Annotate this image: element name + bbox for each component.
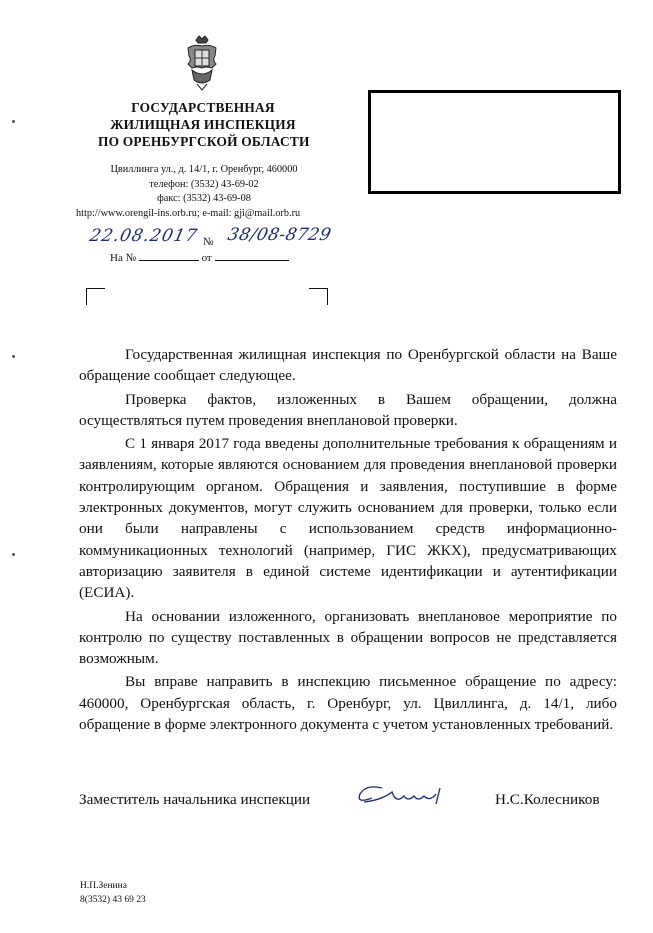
- letter-body: [79, 344, 617, 737]
- body-paragraph: Проверка фактов, изложенных в Вашем обращении, должна осуществляться путем проведения внеплановой проверки.: [79, 390, 617, 429]
- reference-date-blank: [215, 250, 289, 261]
- coat-of-arms-icon: [182, 34, 222, 92]
- body-paragraph: На основании изложенного, организовать внеплановое мероприятие по контролю по существу поставленных в обращении вопросов не представляется возможным.: [79, 607, 617, 668]
- address-corner-right: [309, 288, 328, 305]
- redacted-recipient-box: [368, 90, 621, 194]
- number-mark: №: [203, 236, 214, 248]
- address-corner-left: [86, 288, 105, 305]
- reference-number-blank: [139, 250, 199, 261]
- org-name-line3: ПО ОРЕНБУРГСКОЙ ОБЛАСТИ: [98, 134, 310, 149]
- organization-contacts: [76, 163, 328, 221]
- body-paragraph: Вы вправе направить в инспекцию письменное обращение по адресу: 460000, Оренбургская область, г. Оренбург, ул. Цвиллинга, д. 14/1, либо обращение в форме электронного документа с учетом установленных требований.: [79, 673, 617, 734]
- body-paragraph: С 1 января 2017 года введены дополнительные требования к обращениям и заявлениям, которые являются основанием для проведения внеплановой проверки контролирующим органом. Обращения и заявления, поступившие в форме электронных документов, могут служить основанием для проверки, только если они были направлены с использованием средств информационно-коммуникационных технологий (например, ГИС ЖКХ), предусматривающих авторизацию заявителя в единой системе идентификации и аутентификации (ЕСИА).: [79, 435, 617, 602]
- scan-artifact: [12, 120, 15, 123]
- org-phone: телефон: (3532) 43-69-02: [149, 178, 259, 190]
- signatory-title: Заместитель начальника инспекции: [79, 791, 311, 808]
- scan-artifact: [12, 553, 15, 556]
- executor-info: [80, 879, 146, 907]
- handwritten-signature: [352, 778, 462, 814]
- reference-from: от: [201, 252, 212, 264]
- org-web-email: http://www.orengil-ins.orb.ru; e-mail: gji@mail.orb.ru: [76, 207, 301, 219]
- org-name-line1: ГОСУДАРСТВЕННАЯ: [131, 100, 275, 115]
- executor-phone: 8(3532) 43 69 23: [80, 895, 146, 905]
- org-address: Цвиллинга ул., д. 14/1, г. Оренбург, 460000: [110, 164, 298, 175]
- handwritten-date: 22.08.2017: [87, 226, 200, 246]
- reference-prefix: На №: [110, 252, 137, 264]
- executor-name: Н.П.Зенина: [80, 881, 127, 891]
- scan-artifact: [12, 355, 15, 358]
- org-name-line2: ЖИЛИЩНАЯ ИНСПЕКЦИЯ: [110, 117, 296, 132]
- reference-line: [110, 250, 289, 264]
- handwritten-registration-number: 38/08-8729: [225, 225, 334, 245]
- organization-name: [98, 99, 308, 150]
- signatory-name: Н.С.Колесников: [495, 791, 600, 808]
- org-fax: факс: (3532) 43-69-08: [157, 193, 251, 205]
- body-paragraph: Государственная жилищная инспекция по Оренбургской области на Ваше обращение сообщает следующее.: [79, 346, 617, 385]
